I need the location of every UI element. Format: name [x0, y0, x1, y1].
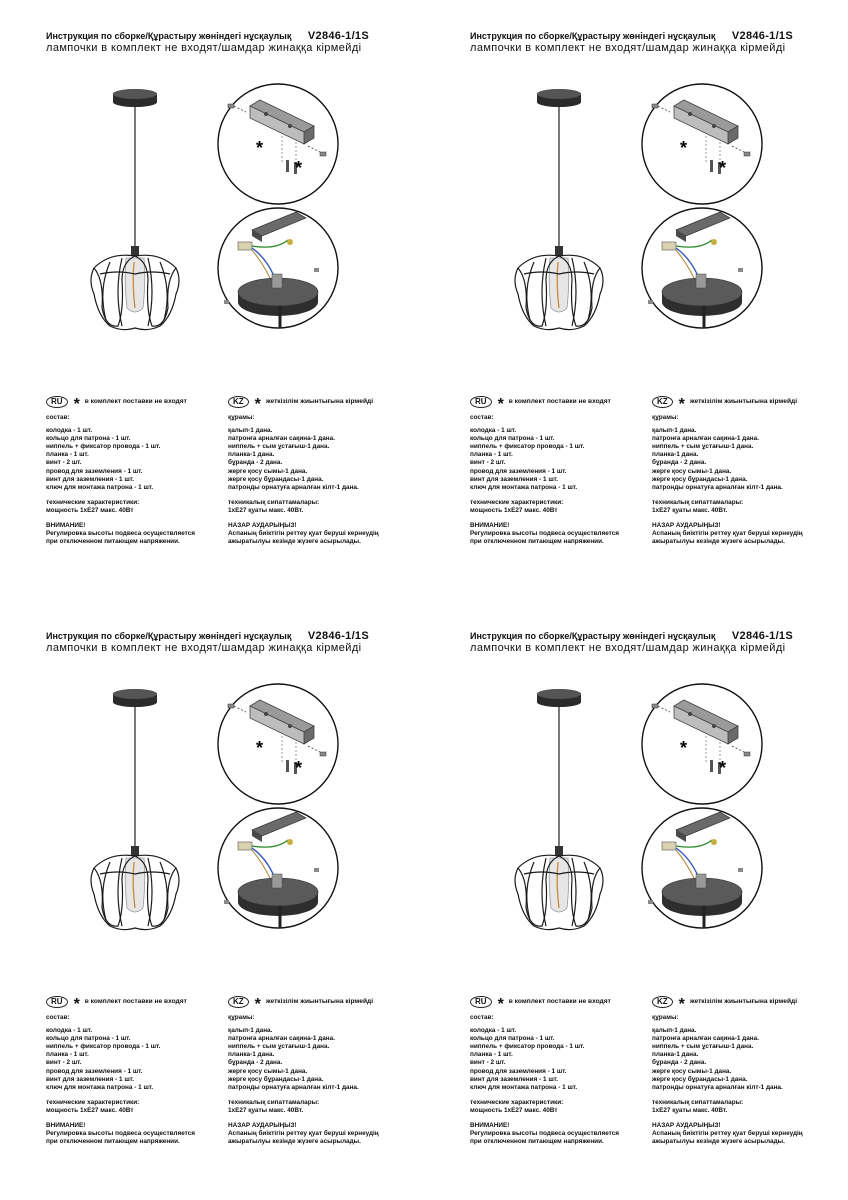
header-title: Инструкция по сборке/Құрастыру жөніндегі нұсқаулық	[470, 631, 716, 641]
kz-composition-list	[228, 427, 420, 492]
list-item: колодка - 1 шт.	[46, 427, 93, 435]
list-item: жерге қосу сымы-1 дана.	[652, 467, 732, 475]
list-item: бұранда - 2 дана.	[652, 459, 707, 467]
list-item: кольцо для патрона - 1 шт.	[470, 1035, 555, 1043]
list-item: ниппель + сым ұстағыш-1 дана.	[652, 1043, 754, 1051]
ru-warning-line: Регулировка высоты подвеса осуществляется	[46, 530, 196, 538]
ru-composition-label: состав:	[470, 414, 494, 421]
ru-warning-line: Регулировка высоты подвеса осуществляется	[470, 1130, 620, 1138]
bulbs-not-included-note: лампочки в комплект не входят/шамдар жинаққа кірмейді	[470, 642, 786, 654]
list-item: патронды орнатуға арналған кілт-1 дана.	[652, 483, 783, 491]
kz-warning-line: ажыратылуы кезінде жүзеге асырылады.	[228, 1138, 361, 1146]
kz-composition-list	[228, 1027, 420, 1092]
ru-legend-row	[470, 394, 650, 413]
model-number: V2846-1/1S	[307, 30, 369, 42]
kazakh-instructions-column	[228, 394, 420, 546]
ru-warning-title: ВНИМАНИЕ!	[470, 522, 510, 530]
kz-not-included-note: жеткізілім жиынтығына кірмейді	[689, 997, 798, 1005]
list-item: қалып-1 дана.	[652, 427, 697, 435]
kz-warning-line: ажыратылуы кезінде жүзеге асырылады.	[228, 538, 361, 546]
ru-language-badge: RU	[470, 396, 492, 408]
list-item: ниппель + сым ұстағыш-1 дана.	[228, 443, 330, 451]
list-item: винт для заземления - 1 шт.	[470, 475, 558, 483]
ru-not-included-note: в комплект поставки не входят	[84, 997, 187, 1005]
canopy-wiring-diagram	[216, 806, 340, 930]
list-item: патронға арналған сақина-1 дана.	[652, 1035, 759, 1043]
kazakh-instructions-column	[652, 994, 844, 1146]
list-item: ниппель + фиксатор провода - 1 шт.	[46, 1043, 161, 1051]
russian-instructions-column	[46, 394, 226, 546]
kz-language-badge: KZ	[228, 996, 249, 1008]
ru-language-badge: RU	[470, 996, 492, 1008]
ru-composition-label: состав:	[46, 414, 70, 421]
canopy-wiring-diagram	[216, 206, 340, 330]
list-item: жерге қосу сымы-1 дана.	[228, 467, 308, 475]
list-item: колодка - 1 шт.	[470, 1027, 517, 1035]
list-item: провод для заземления - 1 шт.	[470, 467, 567, 475]
kz-star-icon: *	[254, 396, 261, 413]
list-item: ключ для монтажа патрона - 1 шт.	[46, 1083, 154, 1091]
list-item: жерге қосу бұрандасы-1 дана.	[652, 475, 748, 483]
list-item: патронға арналған сақина-1 дана.	[652, 435, 759, 443]
ru-star-icon: *	[497, 396, 504, 413]
list-item: планка-1 дана.	[228, 451, 275, 459]
ru-tech-value: мощность 1хЕ27 макс. 40Вт	[46, 506, 134, 514]
ru-composition-list	[470, 1027, 650, 1092]
list-item: кольцо для патрона - 1 шт.	[46, 435, 131, 443]
header-title-row	[46, 30, 416, 42]
canopy-wiring-diagram	[640, 806, 764, 930]
ru-warning-line: при отключенном питающем напряжении.	[470, 1138, 604, 1146]
model-number: V2846-1/1S	[731, 30, 793, 42]
list-item: винт - 2 шт.	[46, 1059, 82, 1067]
kz-warning-line: Аспаның биіктігін реттеу қуат беруші кернеудің	[228, 1130, 379, 1138]
ru-warning-line: при отключенном питающем напряжении.	[46, 538, 180, 546]
kz-warning-line: Аспаның биіктігін реттеу қуат беруші кернеудің	[652, 530, 803, 538]
not-included-star-2: *	[719, 158, 727, 178]
list-item: жерге қосу сымы-1 дана.	[228, 1067, 308, 1075]
kz-warning-line: ажыратылуы кезінде жүзеге асырылады.	[652, 538, 785, 546]
model-number: V2846-1/1S	[731, 630, 793, 642]
kz-star-icon: *	[678, 396, 685, 413]
kz-warning-title: НАЗАР АУДАРЫҢЫЗ!	[228, 1122, 297, 1130]
kz-tech-title: техникалық сипаттамалары:	[228, 1098, 320, 1106]
header-title: Инструкция по сборке/Құрастыру жөніндегі нұсқаулық	[46, 31, 292, 41]
header-title-row	[470, 30, 840, 42]
list-item: винт для заземления - 1 шт.	[470, 1075, 558, 1083]
kz-tech-value: 1хЕ27 қуаты макс. 40Вт.	[652, 506, 728, 514]
list-item: қалып-1 дана.	[228, 427, 273, 435]
bracket-mounting-diagram	[216, 82, 340, 206]
list-item: провод для заземления - 1 шт.	[470, 1067, 567, 1075]
list-item: планка-1 дана.	[652, 1051, 699, 1059]
list-item: ниппель + сым ұстағыш-1 дана.	[228, 1043, 330, 1051]
pendant-lamp-illustration	[504, 680, 614, 940]
ru-warning-line: Регулировка высоты подвеса осуществляется	[470, 530, 620, 538]
model-number: V2846-1/1S	[307, 630, 369, 642]
bracket-mounting-diagram	[640, 682, 764, 806]
ru-composition-list	[46, 427, 226, 492]
instruction-panel-top-left	[0, 0, 424, 600]
list-item: жерге қосу бұрандасы-1 дана.	[652, 1075, 748, 1083]
ru-warning-line: при отключенном питающем напряжении.	[46, 1138, 180, 1146]
list-item: жерге қосу сымы-1 дана.	[652, 1067, 732, 1075]
list-item: планка - 1 шт.	[470, 1051, 513, 1059]
list-item: ниппель + фиксатор провода - 1 шт.	[470, 1043, 585, 1051]
kz-warning-line: Аспаның биіктігін реттеу қуат беруші кернеудің	[652, 1130, 803, 1138]
list-item: колодка - 1 шт.	[46, 1027, 93, 1035]
list-item: патронға арналған сақина-1 дана.	[228, 435, 335, 443]
kz-language-badge: KZ	[652, 996, 673, 1008]
list-item: планка - 1 шт.	[470, 451, 513, 459]
kz-legend-row	[228, 394, 420, 413]
ru-tech-title: технические характеристики:	[46, 1098, 140, 1106]
ru-composition-list	[46, 1027, 226, 1092]
ru-warning-line: Регулировка высоты подвеса осуществляется	[46, 1130, 196, 1138]
ru-legend-row	[470, 994, 650, 1013]
list-item: бұранда - 2 дана.	[228, 1059, 283, 1067]
ru-legend-row	[46, 994, 226, 1013]
ru-composition-label: состав:	[46, 1014, 70, 1021]
kazakh-instructions-column	[228, 994, 420, 1146]
kz-composition-label: құрамы:	[652, 1014, 679, 1021]
list-item: қалып-1 дана.	[652, 1027, 697, 1035]
pendant-lamp-illustration	[80, 80, 190, 340]
kazakh-instructions-column	[652, 394, 844, 546]
instruction-panel-top-right	[424, 0, 848, 600]
list-item: кольцо для патрона - 1 шт.	[46, 1035, 131, 1043]
kz-legend-row	[652, 994, 844, 1013]
instruction-header	[470, 630, 840, 654]
bracket-mounting-diagram	[216, 682, 340, 806]
list-item: винт - 2 шт.	[46, 459, 82, 467]
kz-tech-title: техникалық сипаттамалары:	[652, 1098, 744, 1106]
not-included-star-2: *	[295, 758, 303, 778]
canopy-wiring-diagram	[640, 206, 764, 330]
pendant-lamp-illustration	[504, 80, 614, 340]
kz-warning-title: НАЗАР АУДАРЫҢЫЗ!	[228, 522, 297, 530]
list-item: планка-1 дана.	[228, 1051, 275, 1059]
kz-star-icon: *	[678, 996, 685, 1013]
list-item: винт - 2 шт.	[470, 1059, 506, 1067]
not-included-star-2: *	[295, 158, 303, 178]
list-item: ключ для монтажа патрона - 1 шт.	[470, 1083, 578, 1091]
header-title: Инструкция по сборке/Құрастыру жөніндегі нұсқаулық	[46, 631, 292, 641]
ru-warning-title: ВНИМАНИЕ!	[46, 522, 86, 530]
kz-legend-row	[652, 394, 844, 413]
list-item: қалып-1 дана.	[228, 1027, 273, 1035]
ru-language-badge: RU	[46, 996, 68, 1008]
instruction-header	[470, 30, 840, 54]
list-item: жерге қосу бұрандасы-1 дана.	[228, 1075, 324, 1083]
kz-warning-title: НАЗАР АУДАРЫҢЫЗ!	[652, 1122, 721, 1130]
kz-not-included-note: жеткізілім жиынтығына кірмейді	[265, 997, 374, 1005]
kz-tech-value: 1хЕ27 қуаты макс. 40Вт.	[228, 506, 304, 514]
kz-language-badge: KZ	[652, 396, 673, 408]
ru-tech-value: мощность 1хЕ27 макс. 40Вт	[470, 1106, 558, 1114]
not-included-star-1: *	[256, 138, 264, 158]
ru-composition-list	[470, 427, 650, 492]
ru-warning-line: при отключенном питающем напряжении.	[470, 538, 604, 546]
not-included-star-1: *	[680, 138, 688, 158]
bulbs-not-included-note: лампочки в комплект не входят/шамдар жинаққа кірмейді	[470, 42, 786, 54]
list-item: ниппель + фиксатор провода - 1 шт.	[46, 443, 161, 451]
list-item: ниппель + фиксатор провода - 1 шт.	[470, 443, 585, 451]
header-title-row	[46, 630, 416, 642]
russian-instructions-column	[470, 394, 650, 546]
list-item: ниппель + сым ұстағыш-1 дана.	[652, 443, 754, 451]
instruction-header	[46, 630, 416, 654]
ru-star-icon: *	[73, 396, 80, 413]
list-item: планка - 1 шт.	[46, 1051, 89, 1059]
kz-composition-label: құрамы:	[652, 414, 679, 421]
list-item: винт для заземления - 1 шт.	[46, 475, 134, 483]
list-item: планка - 1 шт.	[46, 451, 89, 459]
kz-tech-title: техникалық сипаттамалары:	[652, 498, 744, 506]
kz-composition-label: құрамы:	[228, 414, 255, 421]
list-item: провод для заземления - 1 шт.	[46, 1067, 143, 1075]
list-item: патронға арналған сақина-1 дана.	[228, 1035, 335, 1043]
list-item: винт для заземления - 1 шт.	[46, 1075, 134, 1083]
ru-not-included-note: в комплект поставки не входят	[508, 397, 611, 405]
list-item: колодка - 1 шт.	[470, 427, 517, 435]
instruction-header	[46, 30, 416, 54]
kz-star-icon: *	[254, 996, 261, 1013]
ru-not-included-note: в комплект поставки не входят	[508, 997, 611, 1005]
ru-tech-title: технические характеристики:	[470, 498, 564, 506]
kz-composition-label: құрамы:	[228, 1014, 255, 1021]
kz-legend-row	[228, 994, 420, 1013]
ru-warning-title: ВНИМАНИЕ!	[470, 1122, 510, 1130]
ru-legend-row	[46, 394, 226, 413]
list-item: ключ для монтажа патрона - 1 шт.	[46, 483, 154, 491]
ru-composition-label: состав:	[470, 1014, 494, 1021]
ru-tech-value: мощность 1хЕ27 макс. 40Вт	[46, 1106, 134, 1114]
kz-not-included-note: жеткізілім жиынтығына кірмейді	[689, 397, 798, 405]
not-included-star-2: *	[719, 758, 727, 778]
russian-instructions-column	[46, 994, 226, 1146]
instruction-panel-bottom-left	[0, 600, 424, 1200]
kz-tech-value: 1хЕ27 қуаты макс. 40Вт.	[228, 1106, 304, 1114]
kz-composition-list	[652, 427, 844, 492]
kz-not-included-note: жеткізілім жиынтығына кірмейді	[265, 397, 374, 405]
header-title-row	[470, 630, 840, 642]
not-included-star-1: *	[680, 738, 688, 758]
ru-tech-title: технические характеристики:	[470, 1098, 564, 1106]
ru-star-icon: *	[73, 996, 80, 1013]
list-item: патронды орнатуға арналған кілт-1 дана.	[228, 1083, 359, 1091]
list-item: планка-1 дана.	[652, 451, 699, 459]
not-included-star-1: *	[256, 738, 264, 758]
kz-warning-line: Аспаның биіктігін реттеу қуат беруші кернеудің	[228, 530, 379, 538]
list-item: провод для заземления - 1 шт.	[46, 467, 143, 475]
bracket-mounting-diagram	[640, 82, 764, 206]
ru-language-badge: RU	[46, 396, 68, 408]
instruction-panel-bottom-right	[424, 600, 848, 1200]
list-item: кольцо для патрона - 1 шт.	[470, 435, 555, 443]
ru-not-included-note: в комплект поставки не входят	[84, 397, 187, 405]
list-item: бұранда - 2 дана.	[652, 1059, 707, 1067]
list-item: ключ для монтажа патрона - 1 шт.	[470, 483, 578, 491]
kz-warning-title: НАЗАР АУДАРЫҢЫЗ!	[652, 522, 721, 530]
kz-tech-value: 1хЕ27 қуаты макс. 40Вт.	[652, 1106, 728, 1114]
ru-star-icon: *	[497, 996, 504, 1013]
kz-warning-line: ажыратылуы кезінде жүзеге асырылады.	[652, 1138, 785, 1146]
list-item: бұранда - 2 дана.	[228, 459, 283, 467]
ru-tech-value: мощность 1хЕ27 макс. 40Вт	[470, 506, 558, 514]
kz-tech-title: техникалық сипаттамалары:	[228, 498, 320, 506]
bulbs-not-included-note: лампочки в комплект не входят/шамдар жинаққа кірмейді	[46, 642, 362, 654]
ru-warning-title: ВНИМАНИЕ!	[46, 1122, 86, 1130]
kz-composition-list	[652, 1027, 844, 1092]
pendant-lamp-illustration	[80, 680, 190, 940]
ru-tech-title: технические характеристики:	[46, 498, 140, 506]
russian-instructions-column	[470, 994, 650, 1146]
list-item: жерге қосу бұрандасы-1 дана.	[228, 475, 324, 483]
bulbs-not-included-note: лампочки в комплект не входят/шамдар жинаққа кірмейді	[46, 42, 362, 54]
list-item: патронды орнатуға арналған кілт-1 дана.	[228, 483, 359, 491]
header-title: Инструкция по сборке/Құрастыру жөніндегі нұсқаулық	[470, 31, 716, 41]
list-item: винт - 2 шт.	[470, 459, 506, 467]
list-item: патронды орнатуға арналған кілт-1 дана.	[652, 1083, 783, 1091]
kz-language-badge: KZ	[228, 396, 249, 408]
